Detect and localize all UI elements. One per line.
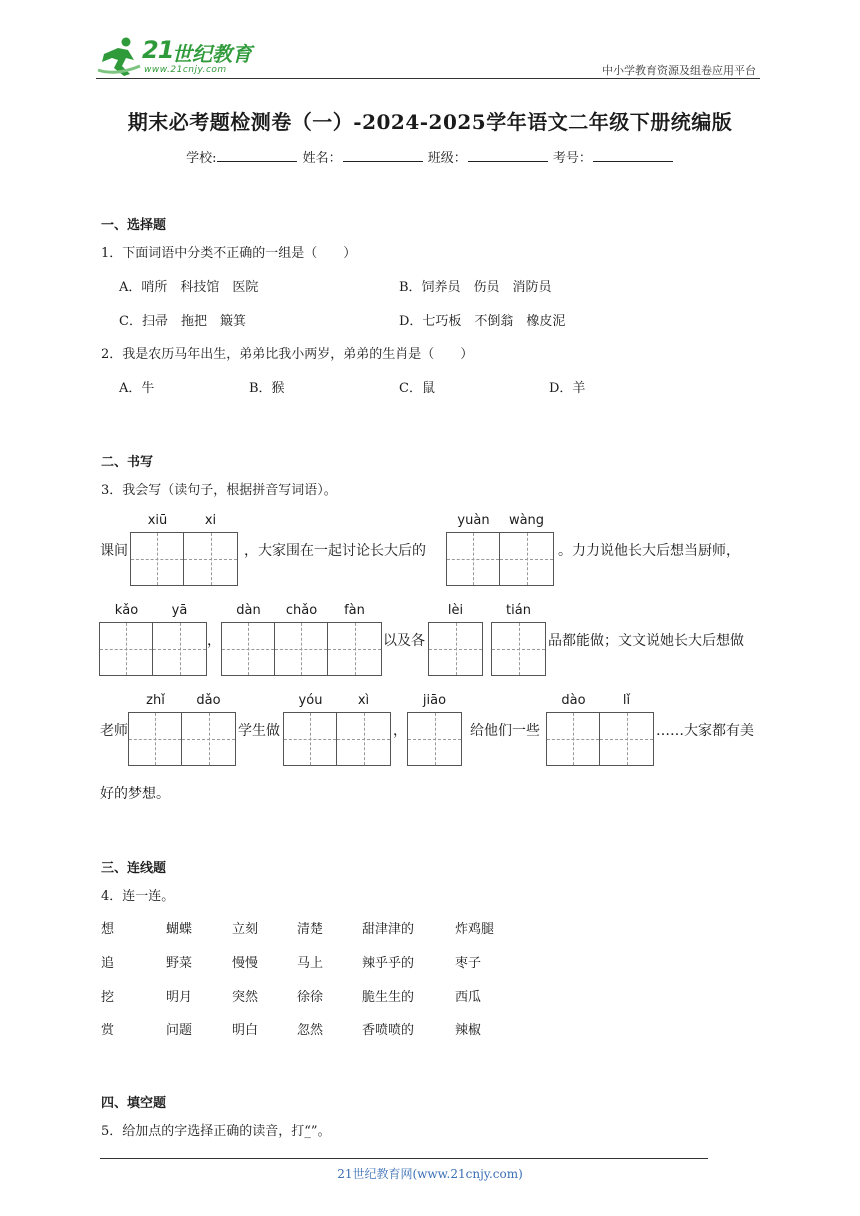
pinyin-label: xi xyxy=(204,513,217,528)
writing-grid[interactable] xyxy=(428,622,483,676)
writing-grid[interactable] xyxy=(283,712,391,766)
number-label: 考号： xyxy=(552,151,592,166)
match-word[interactable]: 蝴蝶 xyxy=(166,922,193,937)
q2-option-b[interactable]: B．猴 xyxy=(249,381,285,396)
page-title: 期末必考题检测卷（一）-2024-2025学年语文二年级下册统编版 xyxy=(127,110,733,134)
match-word[interactable]: 徐徐 xyxy=(297,990,324,1005)
question-5-stem: 5．给加点的字选择正确的读音，打“̲”。 xyxy=(101,1124,331,1139)
sentence-text: ， xyxy=(393,723,407,739)
match-word[interactable]: 枣子 xyxy=(455,956,482,971)
q1-option-a[interactable]: A．哨所 科技馆 医院 xyxy=(119,280,259,295)
sentence-text: ， xyxy=(207,633,221,649)
match-word[interactable]: 香喷喷的 xyxy=(362,1023,415,1038)
writing-grid[interactable] xyxy=(446,532,554,586)
platform-label: 中小学教育资源及组卷应用平台 xyxy=(602,64,756,77)
section-title: 三、连线题 xyxy=(101,861,167,876)
writing-grid[interactable] xyxy=(491,622,546,676)
pinyin-label: zhǐ xyxy=(146,693,165,708)
pinyin-label: wàng xyxy=(508,513,545,528)
writing-grid[interactable] xyxy=(546,712,654,766)
question-3-stem: 3．我会写（读句子，根据拼音写词语）。 xyxy=(101,483,337,498)
match-word[interactable]: 立刻 xyxy=(232,922,259,937)
match-word[interactable]: 甜津津的 xyxy=(362,922,415,937)
sentence-text: 给他们一些 xyxy=(470,723,540,739)
match-word[interactable]: 明月 xyxy=(166,990,193,1005)
question-2-stem: 2．我是农历马年出生，弟弟比我小两岁，弟弟的生肖是（ ） xyxy=(101,347,474,362)
match-word[interactable]: 脆生生的 xyxy=(362,990,415,1005)
match-word[interactable]: 野菜 xyxy=(166,956,193,971)
match-word[interactable]: 明白 xyxy=(232,1023,259,1038)
sentence-text: 以及各 xyxy=(383,633,425,649)
class-label: 班级： xyxy=(427,151,467,166)
pinyin-label: jiāo xyxy=(422,693,447,708)
sentence-text: 。力力说他长大后想当厨师， xyxy=(558,543,740,559)
match-word[interactable]: 赏 xyxy=(101,1023,115,1038)
pinyin-label: tián xyxy=(506,603,531,618)
pinyin-label: xiū xyxy=(147,513,168,528)
pinyin-label: xì xyxy=(357,693,370,708)
q1-option-c[interactable]: C．扫帚 拖把 簸箕 xyxy=(119,314,246,329)
writing-grid[interactable] xyxy=(128,712,236,766)
pinyin-label: lèi xyxy=(447,603,464,618)
school-label: 学校: xyxy=(186,151,217,166)
footer-divider xyxy=(100,1158,708,1159)
question-4-stem: 4．连一连。 xyxy=(101,889,175,904)
match-word[interactable]: 挖 xyxy=(101,990,115,1005)
match-word[interactable]: 辣椒 xyxy=(455,1023,482,1038)
logo-brand: 世纪教育 xyxy=(172,42,252,66)
class-field[interactable] xyxy=(468,149,548,162)
q1-option-d[interactable]: D．七巧板 不倒翁 橡皮泥 xyxy=(399,314,566,329)
section-title: 四、填空题 xyxy=(101,1096,167,1111)
student-info-line xyxy=(0,147,860,166)
q2-option-c[interactable]: C．鼠 xyxy=(399,381,435,396)
section-title: 一、选择题 xyxy=(101,218,167,233)
writing-grid[interactable] xyxy=(407,712,462,766)
sentence-text: ，大家围在一起讨论长大后的 xyxy=(244,543,426,559)
match-word[interactable]: 辣乎乎的 xyxy=(362,956,415,971)
pinyin-label: kǎo xyxy=(114,603,139,618)
runner-logo-icon xyxy=(96,36,146,78)
logo-number: 21 xyxy=(142,36,174,64)
footer-text: 21世纪教育网(www.21cnjy.com) xyxy=(337,1167,523,1181)
match-word[interactable]: 马上 xyxy=(297,956,324,971)
match-word[interactable]: 西瓜 xyxy=(455,990,482,1005)
writing-grid[interactable] xyxy=(221,622,382,676)
sentence-text: ……大家都有美 xyxy=(656,723,754,739)
sentence-text: 品都能做；文文说她长大后想做 xyxy=(548,633,744,649)
pinyin-label: fàn xyxy=(344,603,365,618)
school-field[interactable] xyxy=(217,149,297,162)
pinyin-label: chǎo xyxy=(285,603,318,618)
logo-url: www.21cnjy.com xyxy=(144,65,227,75)
pinyin-label: yuàn xyxy=(457,513,490,528)
match-word[interactable]: 忽然 xyxy=(297,1023,324,1038)
number-field[interactable] xyxy=(593,149,673,162)
match-word[interactable]: 追 xyxy=(101,956,115,971)
q1-option-b[interactable]: B．饲养员 伤员 消防员 xyxy=(399,280,552,295)
sentence-text: 好的梦想。 xyxy=(100,786,170,802)
pinyin-label: dào xyxy=(561,693,586,708)
match-word[interactable]: 慢慢 xyxy=(232,956,259,971)
pinyin-label: yóu xyxy=(298,693,323,708)
pinyin-label: dǎo xyxy=(196,693,221,708)
section-title: 二、书写 xyxy=(101,455,154,470)
match-word[interactable]: 突然 xyxy=(232,990,259,1005)
match-word[interactable]: 想 xyxy=(101,922,115,937)
name-label: 姓名： xyxy=(302,151,342,166)
question-1-stem: 1．下面词语中分类不正确的一组是（ ） xyxy=(101,246,357,261)
q2-option-a[interactable]: A．牛 xyxy=(119,381,155,396)
match-word[interactable]: 清楚 xyxy=(297,922,324,937)
pinyin-label: yā xyxy=(171,603,188,618)
writing-grid[interactable] xyxy=(130,532,238,586)
header-divider xyxy=(96,78,760,79)
sentence-text: 老师 xyxy=(100,723,128,739)
name-field[interactable] xyxy=(343,149,423,162)
match-word[interactable]: 炸鸡腿 xyxy=(455,922,495,937)
pinyin-label: lǐ xyxy=(622,693,631,708)
q2-option-d[interactable]: D．羊 xyxy=(549,381,586,396)
writing-grid[interactable] xyxy=(99,622,207,676)
pinyin-label: dàn xyxy=(236,603,261,618)
sentence-text: 课间 xyxy=(100,543,128,559)
sentence-text: 学生做 xyxy=(238,723,280,739)
match-word[interactable]: 问题 xyxy=(166,1023,193,1038)
